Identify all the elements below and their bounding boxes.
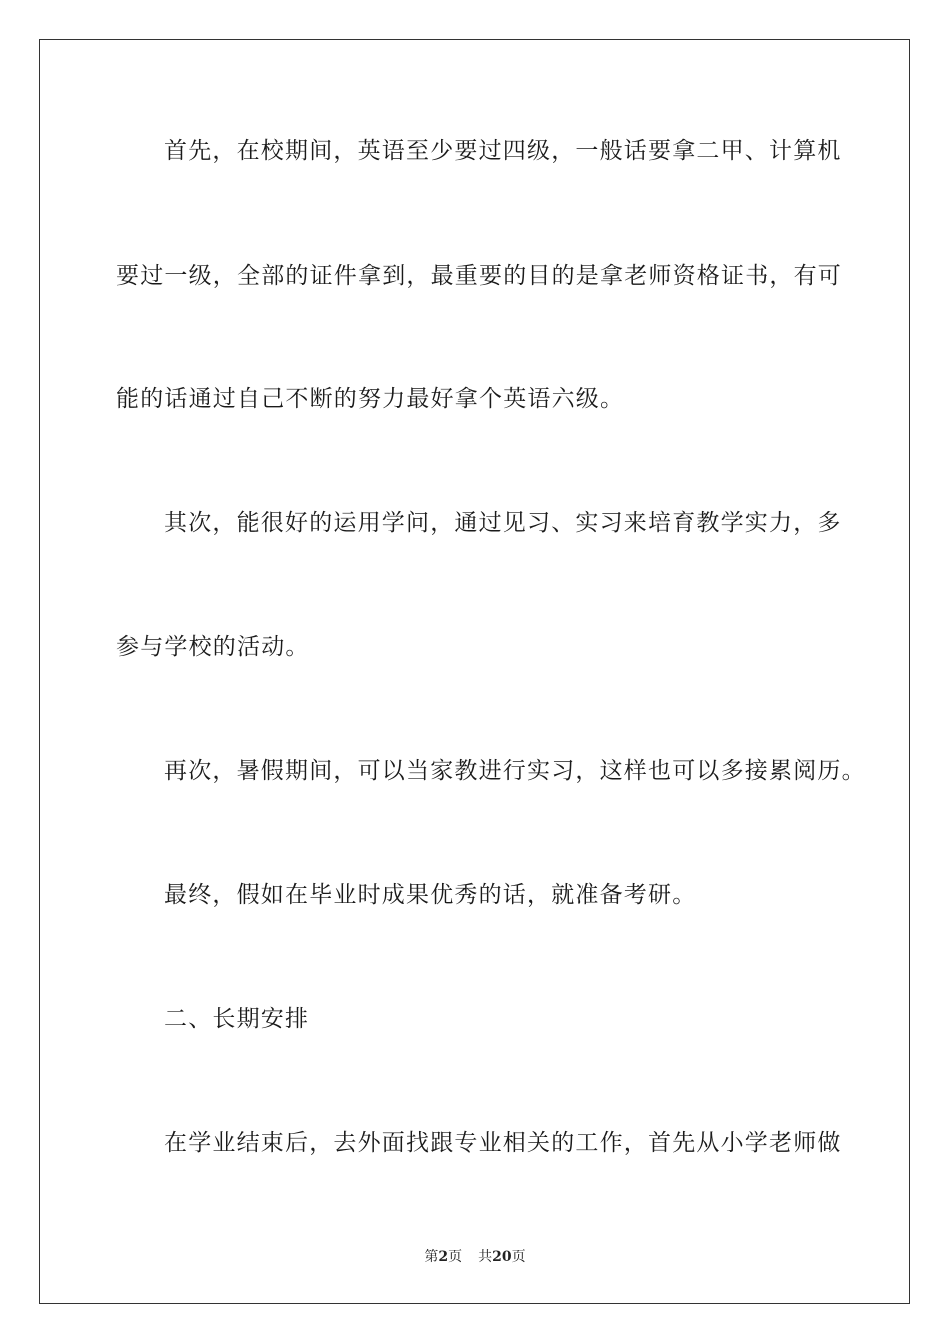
paragraph-line-9: 在学业结束后，去外面找跟专业相关的工作，首先从小学老师做 xyxy=(164,1130,842,1156)
paragraph-line-6: 再次，暑假期间，可以当家教进行实习，这样也可以多接累阅历。 xyxy=(164,758,866,784)
paragraph-line-4: 其次，能很好的运用学问，通过见习、实习来培育教学实力，多 xyxy=(164,510,842,536)
footer-total-suffix: 页 xyxy=(511,1249,526,1265)
paragraph-line-3: 能的话通过自己不断的努力最好拿个英语六级。 xyxy=(116,386,625,412)
page-border xyxy=(39,39,910,1304)
page-footer xyxy=(0,1247,950,1267)
footer-page-prefix: 第 xyxy=(424,1249,439,1265)
section-heading: 二、长期安排 xyxy=(164,1006,310,1032)
footer-page-number: 2 xyxy=(438,1249,449,1265)
paragraph-line-2: 要过一级，全部的证件拿到，最重要的目的是拿老师资格证书，有可 xyxy=(116,263,842,289)
paragraph-line-7: 最终，假如在毕业时成果优秀的话，就准备考研。 xyxy=(164,882,697,908)
paragraph-line-5: 参与学校的活动。 xyxy=(116,634,310,660)
footer-page-suffix: 页 xyxy=(448,1249,463,1265)
footer-total-prefix: 共 xyxy=(478,1249,493,1265)
footer-total-number: 20 xyxy=(492,1249,512,1265)
paragraph-line-1: 首先，在校期间，英语至少要过四级，一般话要拿二甲、计算机 xyxy=(164,138,842,164)
